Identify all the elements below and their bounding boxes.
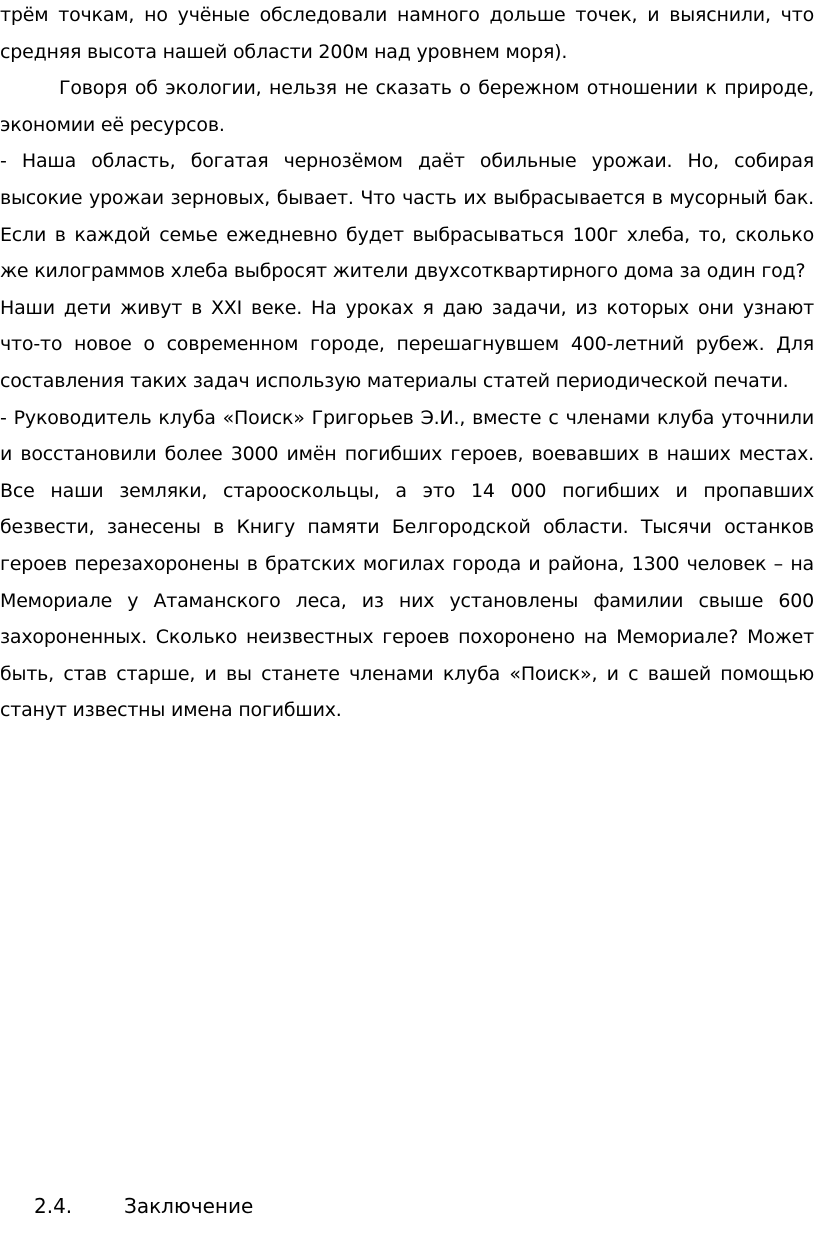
- section-number: 2.4.: [34, 1194, 73, 1218]
- paragraph-xxi-century: Наши дети живут в XXI веке. На уроках я даю задачи, из которых они узнают что-то новое о современном городе, перешагнувшем 400-летний рубеж. Для составления таких задач использую материалы статей периодической печати.: [0, 296, 814, 392]
- paragraph-bread-task: - Наша область, богатая чернозёмом даёт обильные урожаи. Но, собирая высокие урожаи зерновых, бывает. Что часть их выбрасывается в мусорный бак. Если в каждой семье ежедневно будет выбрасываться 100г хлеба, то, сколько же килограммов хлеба выбросят жители двухсотквартирного дома за один год?: [0, 150, 814, 283]
- section-heading: [34, 1188, 253, 1224]
- section-title: Заключение: [124, 1194, 254, 1218]
- paragraph-ecology: Говоря об экологии, нельзя не сказать о бережном отношении к природе, экономии её ресурсов.: [0, 77, 814, 136]
- paragraph-poisk-club: - Руководитель клуба «Поиск» Григорьев Э.И., вместе с членами клуба уточнили и восстановили более 3000 имён погибших героев, воевавших в наших местах. Все наши земляки, старооскольцы, а это 14 000 погибших и пропавших безвести, занесены в Книгу памяти Белгородской области. Тысячи останков героев перезахоронены в братских могилах города и района, 1300 человек – на Мемориале у Атаманского леса, из них установлены фамилии свыше 600 захороненных. Сколько неизвестных героев похоронено на Мемориале? Может быть, став старше, и вы станете членами клуба «Поиск», и с вашей помощью станут известны имена погибших.: [0, 406, 814, 722]
- paragraph-continuation: трём точкам, но учёные обследовали намного дольше точек, и выяснили, что средняя высота нашей области 200м над уровнем моря).: [0, 4, 814, 63]
